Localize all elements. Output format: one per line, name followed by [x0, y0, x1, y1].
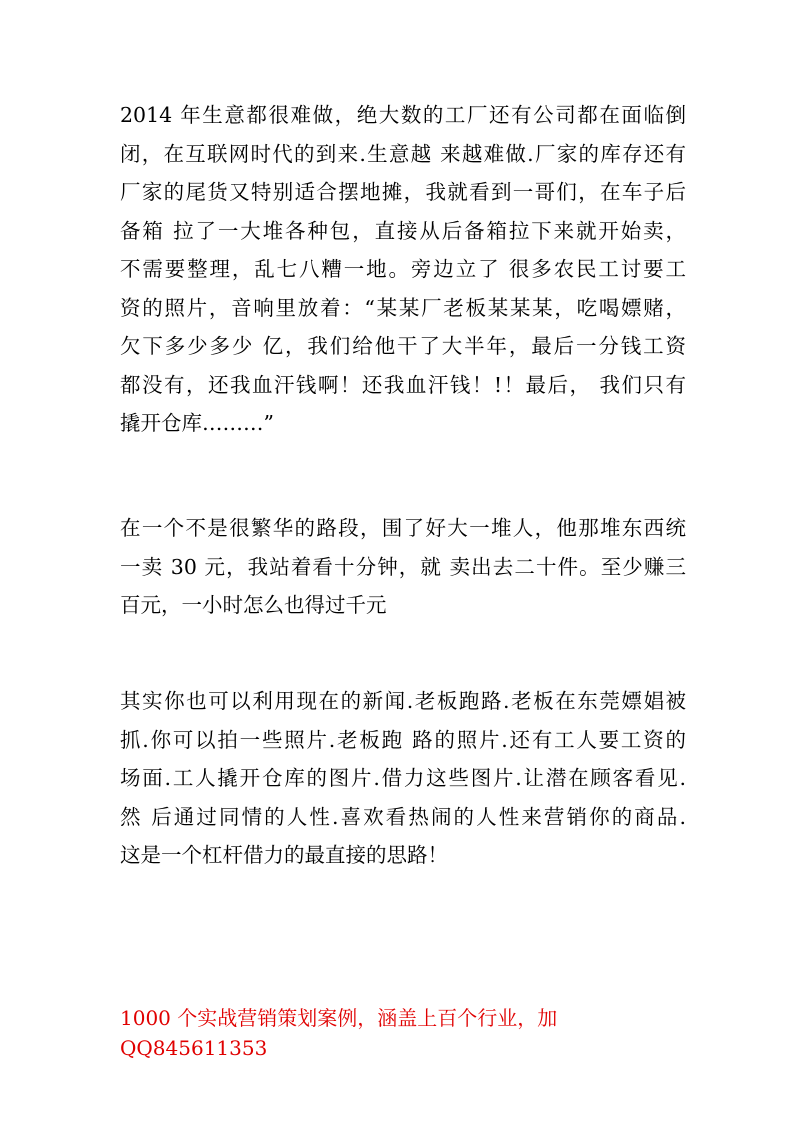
- text-line: 资的照片，音响里放着：“某某厂老板某某某，吃喝嫖赌，: [120, 295, 686, 320]
- text-line: 2014 年生意都很难做，绝大数的工厂还有公司都在面临倒: [120, 103, 686, 127]
- paragraph-sales-result: [120, 509, 686, 625]
- text-line: 厂家的尾货又特别适合摆地摊，我就看到一哥们，在车子后: [120, 180, 686, 204]
- text-line: 然 后通过同情的人性.喜欢看热闹的人性来营销你的商品.: [120, 804, 686, 829]
- promo-line: 1000 个实战营销策划案例，涵盖上百个行业，加: [120, 1006, 558, 1030]
- text-line: 闭，在互联网时代的到来.生意越 来越难做.厂家的库存还有: [120, 141, 686, 166]
- text-line: 其实你也可以利用现在的新闻.老板跑路.老板在东莞嫖娼被: [120, 689, 686, 713]
- text-line: 撬开仓库………”: [120, 411, 274, 435]
- paragraph-marketing-idea: [120, 682, 686, 875]
- text-line: 不需要整理，乱七八糟一地。旁边立了 很多农民工讨要工: [120, 257, 686, 281]
- text-line: 备箱 拉了一大堆各种包，直接从后备箱拉下来就开始卖，: [120, 218, 686, 243]
- qq-contact: QQ845611353: [120, 1036, 268, 1060]
- text-line: 都没有，还我血汗钱啊！还我血汗钱！!！最后， 我们只有: [120, 372, 686, 397]
- text-line: 这是一个杠杆借力的最直接的思路！: [120, 843, 448, 867]
- text-line: 场面.工人撬开仓库的图片.借力这些图片.让潜在顾客看见.: [120, 766, 686, 790]
- paragraph-street-vendor-story: [120, 96, 686, 443]
- text-line: 欠下多少多少 亿，我们给他干了大半年，最后一分钱工资: [120, 334, 686, 358]
- text-line: 百元，一小时怎么也得过千元: [120, 593, 387, 617]
- text-line: 一卖 30 元，我站着看十分钟，就 卖出去二十件。至少赚三: [120, 554, 686, 579]
- promo-footer: [120, 1003, 620, 1063]
- text-line: 在一个不是很繁华的路段，围了好大一堆人，他那堆东西统: [120, 516, 686, 540]
- text-line: 抓.你可以拍一些照片.老板跑 路的照片.还有工人要工资的: [120, 727, 686, 752]
